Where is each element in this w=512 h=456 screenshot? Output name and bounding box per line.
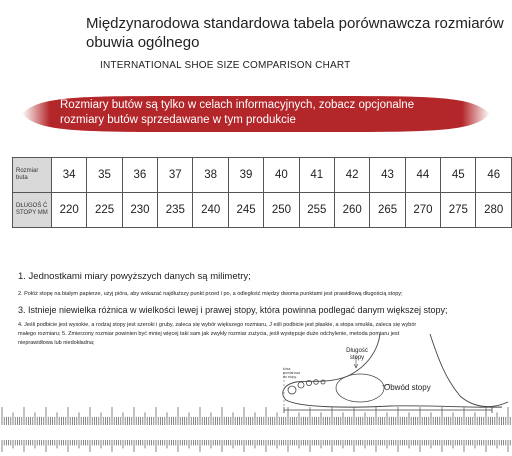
size-cell: 37 (158, 158, 193, 193)
length-cell: 240 (193, 193, 228, 228)
size-cell: 36 (122, 158, 157, 193)
length-cell: 275 (441, 193, 476, 228)
measuring-line-label: Linia pomiarowa do stopy (283, 367, 301, 379)
size-cell: 46 (476, 158, 512, 193)
length-cell: 265 (370, 193, 405, 228)
foot-circumference-label: Obwód stopy (384, 383, 431, 392)
size-cell: 45 (441, 158, 476, 193)
size-cell: 39 (228, 158, 263, 193)
size-cell: 44 (405, 158, 440, 193)
size-cell: 38 (193, 158, 228, 193)
length-cell: 255 (299, 193, 334, 228)
page-title: Międzynarodowa standardowa tabela porównawcza rozmiarów obuwia ogólnego (86, 15, 504, 51)
length-cell: 235 (158, 193, 193, 228)
instruction-4: 4. Jeśli podbicie jest wysokie, a rodzaj stopy jest szeroki i gruby, zaleca się wybór większego rozmiaru, J eśli podbicie jest płaskie, a stopa smukła, zaleca się wybór małego rozmiaru; 5. Zmierzony rozmiar powinien być mniej więcej taki sam jak zwykły rozmiar zużycia, jeśli występuje duże odchylenie, metoda pomiaru jest nieprawidłowa lub niedokładna; (18, 322, 417, 346)
instruction-3: 3. Istnieje niewielka różnica w wielkości lewej i prawej stopy, która powinna podlegać danym większej stopy; (18, 305, 448, 315)
table-row (13, 158, 512, 193)
length-cell: 270 (405, 193, 440, 228)
size-cell: 35 (87, 158, 122, 193)
length-cell: 280 (476, 193, 512, 228)
length-cell: 220 (51, 193, 86, 228)
ruler-ticks (0, 407, 512, 425)
length-cell: 260 (334, 193, 369, 228)
length-cell: 225 (87, 193, 122, 228)
table-row (13, 193, 512, 228)
instruction-1: 1. Jednostkami miary powyższych danych są milimetry; (18, 271, 251, 282)
length-cell: 230 (122, 193, 157, 228)
row-label-length: DŁUGOŚ Ć STOPY MM (13, 193, 52, 228)
foot-length-label: Długość stopy (346, 348, 368, 361)
row-label-size: Rozmiar buta (13, 158, 52, 193)
foot-outline-icon (240, 328, 512, 416)
size-cell: 43 (370, 158, 405, 193)
instruction-2: 2. Połóż stopę na białym papierze, użyj pióra, aby wskazać najdłuższy punkt przed i po, a odległość między dwoma punktami jest prawidłową długością stopy; (18, 291, 403, 297)
banner-text: Rozmiary butów są tylko w celach informacyjnych, zobacz opcjonalne rozmiary butów sprzedawane w tym produkcie (60, 99, 415, 126)
size-cell: 42 (334, 158, 369, 193)
size-cell: 40 (264, 158, 299, 193)
length-cell: 245 (228, 193, 263, 228)
size-cell: 41 (299, 158, 334, 193)
size-cell: 34 (51, 158, 86, 193)
ruler-ticks-bottom (0, 440, 512, 452)
page-subtitle: INTERNATIONAL SHOE SIZE COMPARISON CHART (100, 60, 351, 71)
size-comparison-table (12, 157, 512, 228)
length-cell: 250 (264, 193, 299, 228)
